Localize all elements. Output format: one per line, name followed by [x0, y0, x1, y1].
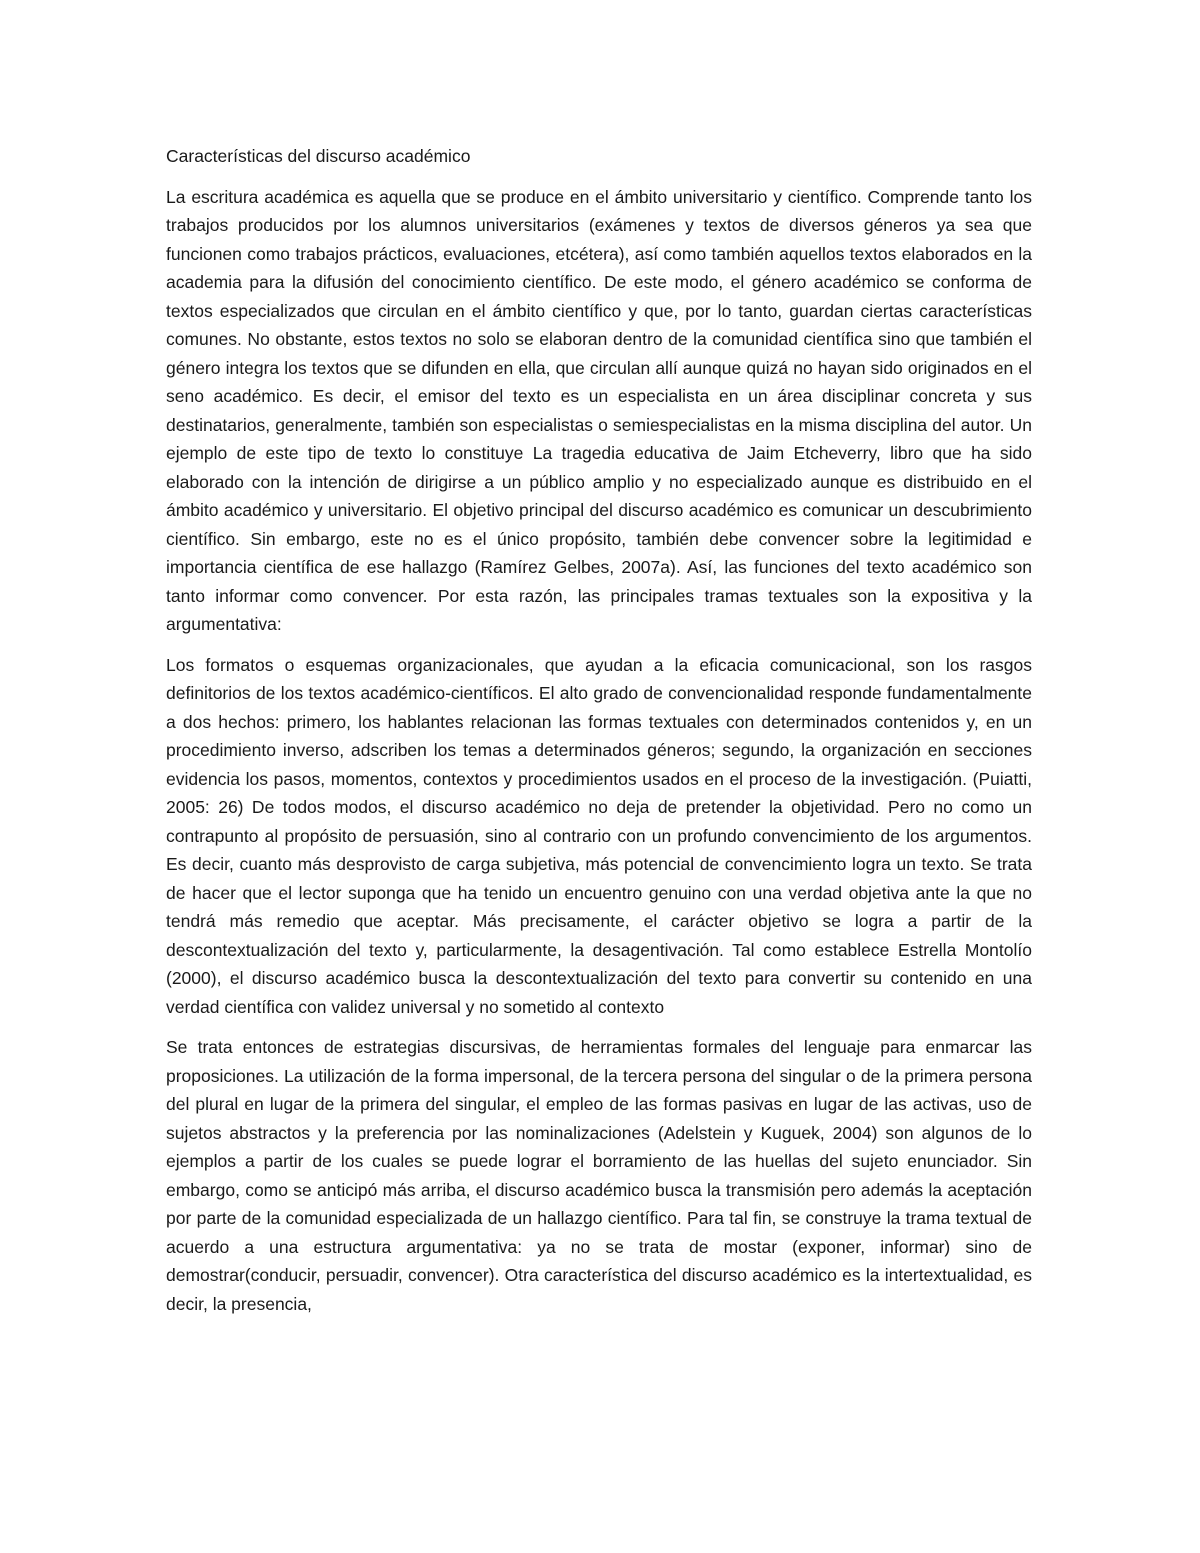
document-title: Características del discurso académico	[166, 146, 471, 166]
paragraph: Los formatos o esquemas organizacionales, que ayudan a la eficacia comunicacional, son los rasgos definitorios de los textos académico-científicos. El alto grado de convencionalidad responde fundamentalmente a dos hechos: primero, los hablantes relacionan las formas textuales con determinados contenidos y, en un procedimiento inverso, adscriben los temas a determinados géneros; segundo, la organización en secciones evidencia los pasos, momentos, contextos y procedimientos usados en el proceso de la investigación. (Puiatti, 2005: 26) De todos modos, el discurso académico no deja de pretender la objetividad. Pero no como un contrapunto al propósito de persuasión, sino al contrario con un profundo convencimiento de los argumentos. Es decir, cuanto más desprovisto de carga subjetiva, más potencial de convencimiento logra un texto. Se trata de hacer que el lector suponga que ha tenido un encuentro genuino con una verdad objetiva ante la que no tendrá más remedio que aceptar. Más precisamente, el carácter objetivo se logra a partir de la descontextualización del texto y, particularmente, la desagentivación. Tal como establece Estrella Montolío (2000), el discurso académico busca la descontextualización del texto para convertir su contenido en una verdad científica con validez universal y no sometido al contexto	[166, 654, 1032, 1017]
paragraph: La escritura académica es aquella que se produce en el ámbito universitario y científico. Comprende tanto los trabajos producidos por los alumnos universitarios (exámenes y textos de diversos géneros ya sea que funcionen como trabajos prácticos, evaluaciones, etcétera), así como también aquellos textos elaborados en la academia para la difusión del conocimiento científico. De este modo, el género académico se conforma de textos especializados que circulan en el ámbito científico y que, por lo tanto, guardan ciertas características comunes. No obstante, estos textos no solo se elaboran dentro de la comunidad científica sino que también el género integra los textos que se difunden en ella, que circulan allí aunque quizá no hayan sido originados en el seno académico. Es decir, el emisor del texto es un especialista en un área disciplinar concreta y sus destinatarios, generalmente, también son especialistas o semiespecialistas en la misma disciplina del autor. Un ejemplo de este tipo de texto lo constituye La tragedia educativa de Jaim Etcheverry, libro que ha sido elaborado con la intención de dirigirse a un público amplio y no especializado aunque es distribuido en el ámbito académico y universitario. El objetivo principal del discurso académico es comunicar un descubrimiento científico. Sin embargo, este no es el único propósito, también debe convencer sobre la legitimidad e importancia científica de ese hallazgo (Ramírez Gelbes, 2007a). Así, las funciones del texto académico son tanto informar como convencer. Por esta razón, las principales tramas textuales son la expositiva y la argumentativa:	[166, 186, 1032, 634]
document-page	[166, 142, 1032, 1318]
paragraph: Se trata entonces de estrategias discursivas, de herramientas formales del lenguaje para enmarcar las proposiciones. La utilización de la forma impersonal, de la tercera persona del singular o de la primera persona del plural en lugar de la primera del singular, el empleo de las formas pasivas en lugar de las activas, uso de sujetos abstractos y la preferencia por las nominalizaciones (Adelstein y Kuguek, 2004) son algunos de lo ejemplos a partir de los cuales se puede lograr el borramiento de las huellas del sujeto enunciador. Sin embargo, como se anticipó más arriba, el discurso académico busca la transmisión pero además la aceptación por parte de la comunidad especializada de un hallazgo científico. Para tal fin, se construye la trama textual de acuerdo a una estructura argumentativa: ya no se trata de mostar (exponer, informar) sino de demostrar(conducir, persuadir, convencer). Otra característica del discurso académico es la intertextualidad, es decir, la presencia,	[166, 1037, 1032, 1314]
